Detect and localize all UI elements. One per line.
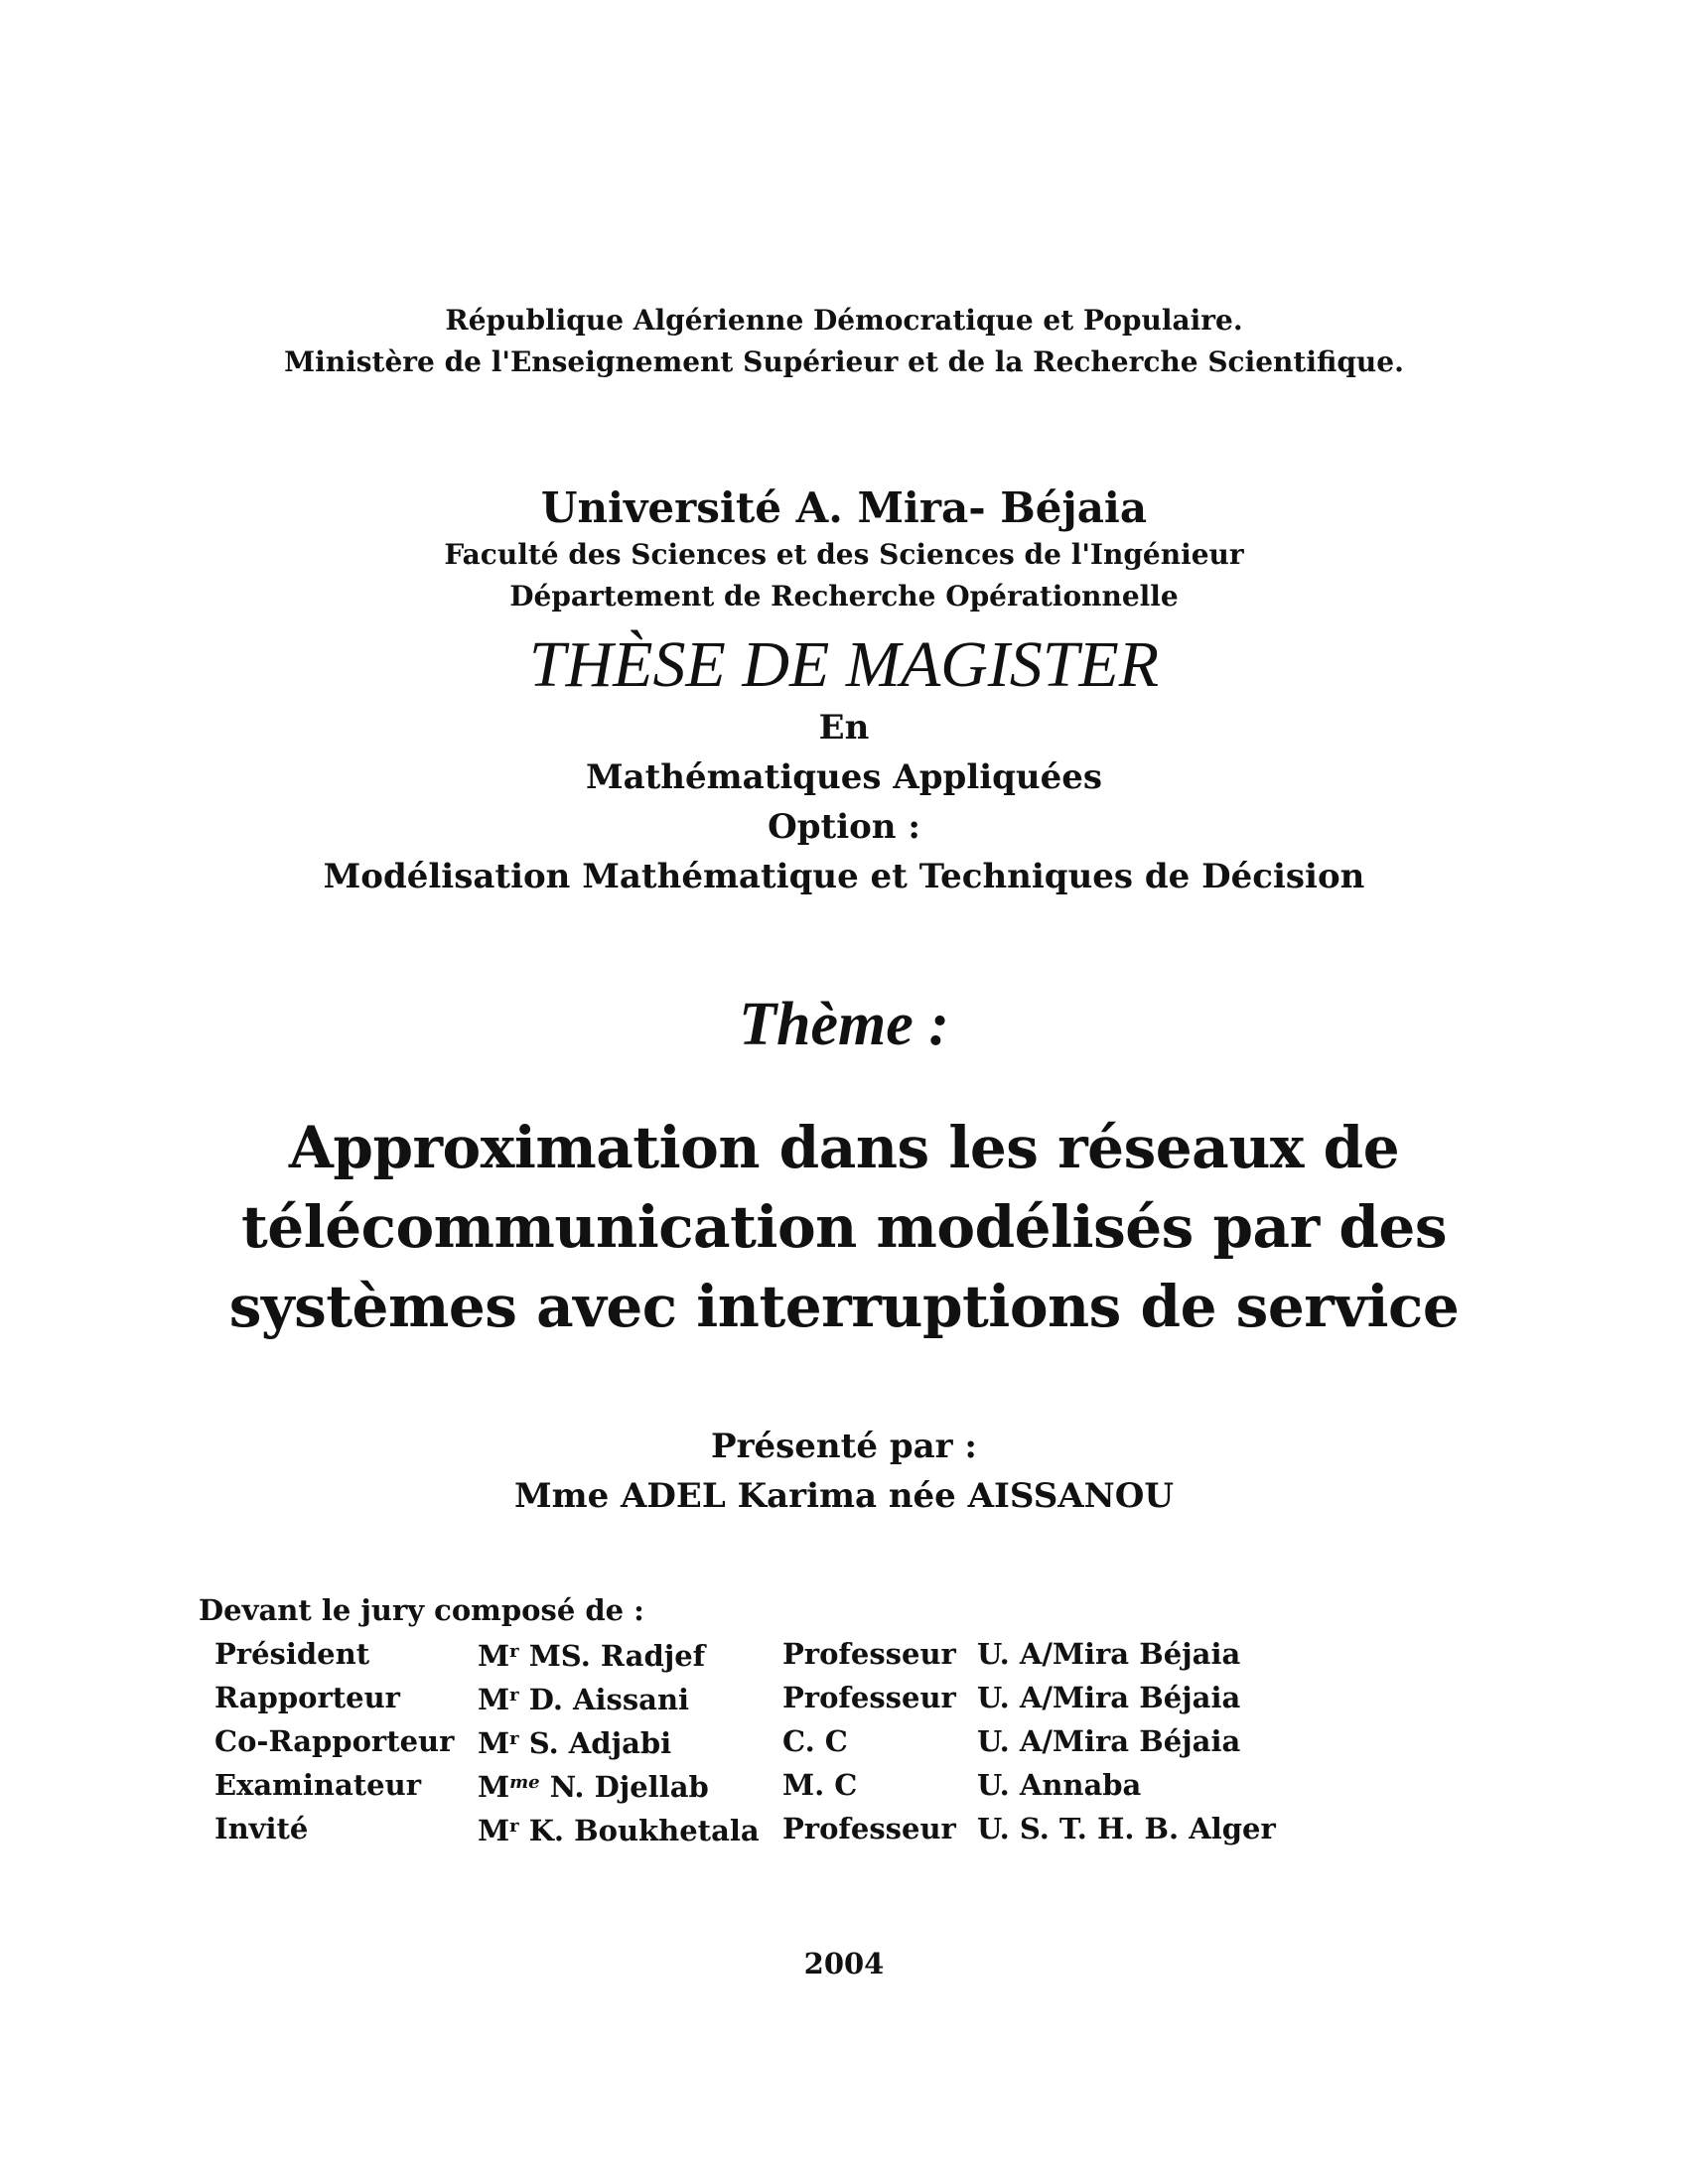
option-name: Modélisation Mathématique et Techniques de Décision [323, 857, 1365, 896]
jury-name: MS. Radjef [528, 1639, 706, 1673]
jury-name: S. Adjabi [528, 1726, 672, 1760]
jury-heading: Devant le jury composé de : [199, 1593, 644, 1627]
jury-title: M [478, 1770, 510, 1804]
presented-by-label: Présenté par : [711, 1427, 977, 1466]
jury-title: M [478, 1639, 510, 1673]
jury-role: Invité [214, 1812, 309, 1845]
presentation-block [0, 1422, 1688, 1521]
jury-title-suffix: me [509, 1772, 540, 1793]
jury-row [214, 1676, 1295, 1719]
jury-title: M [478, 1683, 510, 1716]
ministry-line: Ministère de l'Enseignement Supérieur et de la Recherche Scientifique. [284, 345, 1404, 378]
jury-row [214, 1632, 1295, 1676]
jury-member [478, 1763, 782, 1807]
jury-title-suffix: r [509, 1816, 519, 1837]
jury-role: Examinateur [214, 1768, 421, 1802]
republic-line: République Algérienne Démocratique et Populaire. [445, 304, 1243, 337]
year: 2004 [803, 1947, 885, 1980]
jury-name: N. Djellab [549, 1770, 709, 1804]
jury-role: Président [214, 1637, 370, 1671]
jury-role: Co-Rapporteur [214, 1724, 455, 1758]
jury-row [214, 1719, 1295, 1763]
header-block [0, 300, 1688, 383]
jury-member [478, 1807, 782, 1850]
thesis-title [0, 1108, 1688, 1346]
jury-title-suffix: r [509, 1641, 519, 1662]
thesis-type: THÈSE DE MAGISTER [528, 628, 1160, 701]
jury-grade: Professeur [782, 1681, 956, 1714]
jury-institution: U. Annaba [977, 1768, 1142, 1802]
jury-name: D. Aissani [528, 1683, 690, 1716]
jury-role: Rapporteur [214, 1681, 400, 1714]
theme-label: Thème : [739, 991, 949, 1058]
jury-grade: M. C [782, 1768, 858, 1802]
title-line: Approximation dans les réseaux de [288, 1114, 1400, 1181]
jury-grade: C. C [782, 1724, 848, 1758]
jury-institution: U. A/Mira Béjaia [977, 1637, 1241, 1671]
jury-title-suffix: r [509, 1728, 519, 1749]
jury-row [214, 1807, 1295, 1850]
title-line: télécommunication modélisés par des [241, 1193, 1447, 1261]
specialty-block [0, 703, 1688, 901]
jury-title: M [478, 1726, 510, 1760]
university-name: Université A. Mira- Béjaia [540, 483, 1148, 532]
jury-name: K. Boukhetala [528, 1814, 760, 1847]
jury-member [478, 1676, 782, 1719]
jury-title-suffix: r [509, 1685, 519, 1706]
jury-institution: U. A/Mira Béjaia [977, 1724, 1241, 1758]
jury-institution: U. S. T. H. B. Alger [977, 1812, 1276, 1845]
jury-member [478, 1719, 782, 1763]
jury-row [214, 1763, 1295, 1807]
department-name: Département de Recherche Opérationnelle [509, 580, 1179, 613]
author-name: Mme ADEL Karima née AISSANOU [513, 1476, 1175, 1516]
title-line: systèmes avec interruptions de service [228, 1273, 1460, 1340]
en-label: En [818, 708, 870, 748]
jury-grade: Professeur [782, 1637, 956, 1671]
field-name: Mathématiques Appliquées [585, 757, 1103, 797]
jury-institution: U. A/Mira Béjaia [977, 1681, 1241, 1714]
university-block [0, 482, 1688, 617]
jury-member [478, 1632, 782, 1676]
jury-grade: Professeur [782, 1812, 956, 1845]
jury-title: M [478, 1814, 510, 1847]
option-label: Option : [768, 807, 920, 847]
jury-table [214, 1632, 1295, 1850]
faculty-name: Faculté des Sciences et des Sciences de l'Ingénieur [444, 538, 1244, 571]
